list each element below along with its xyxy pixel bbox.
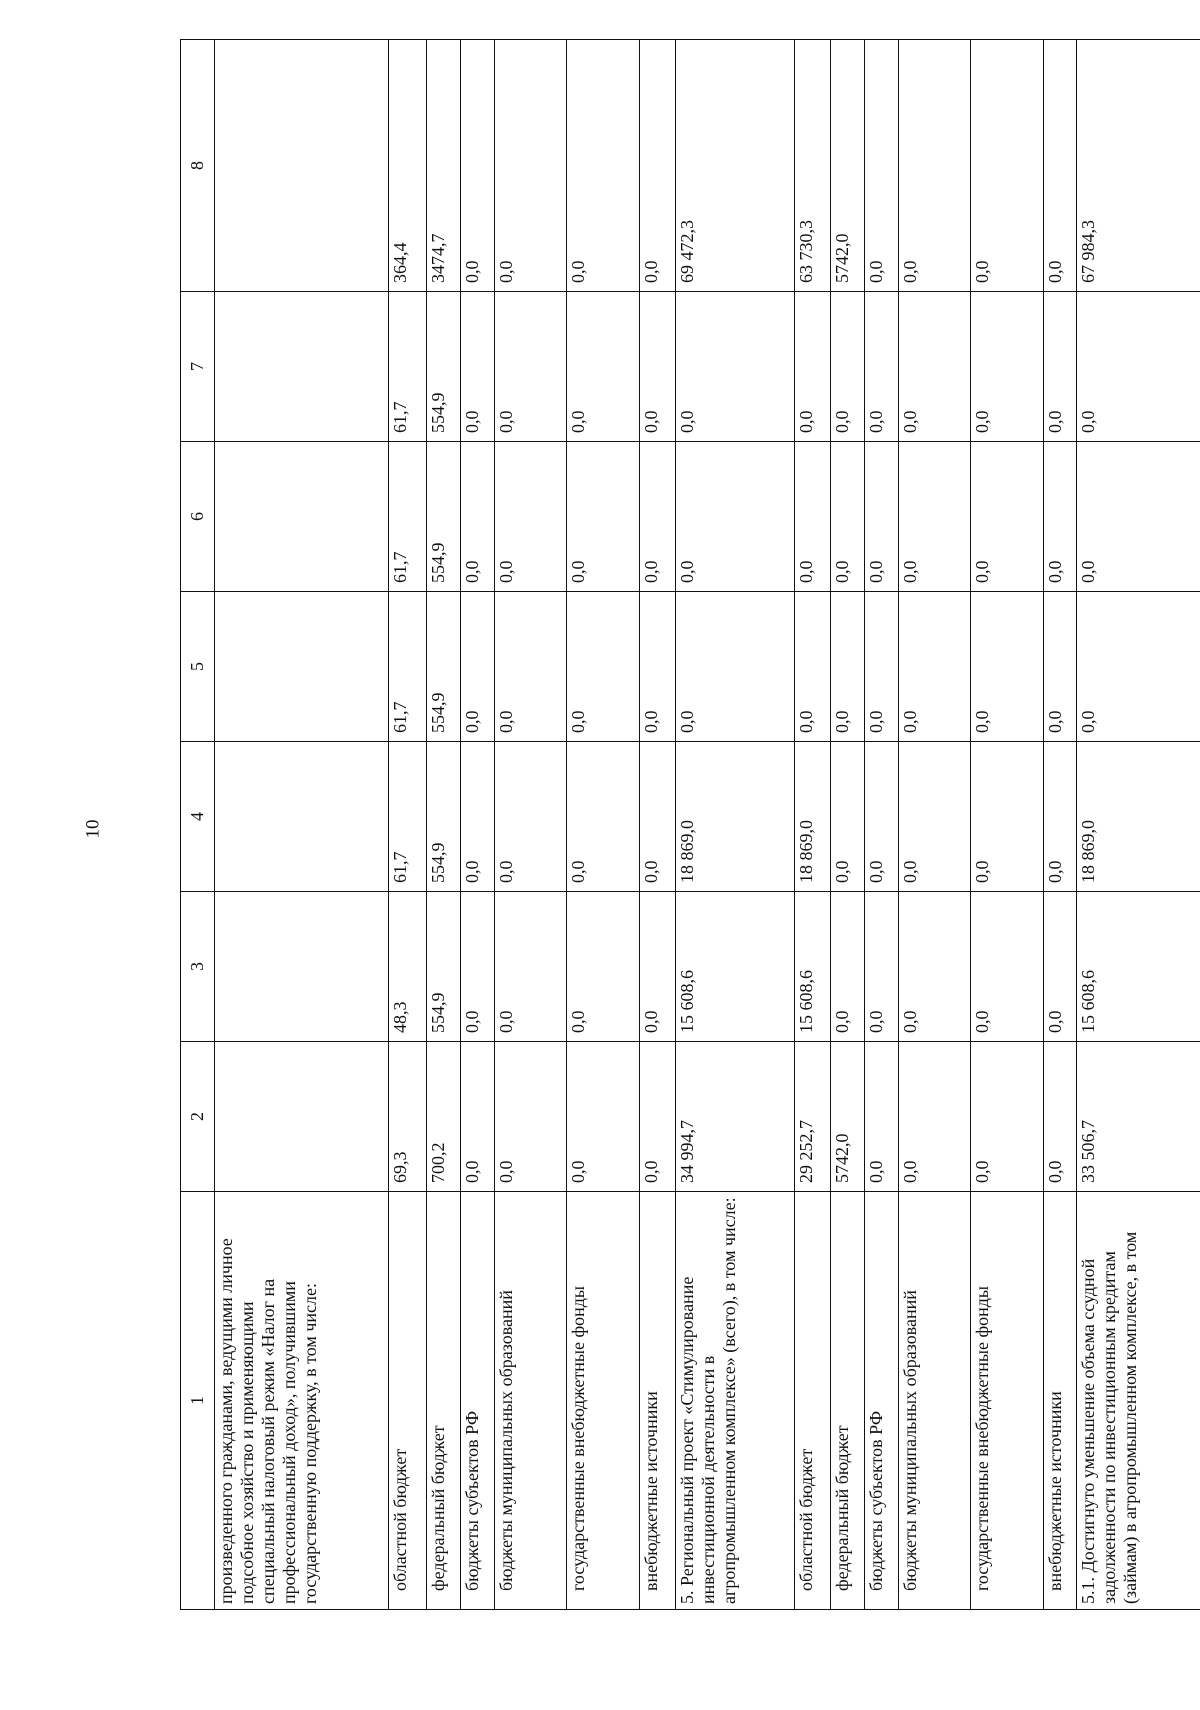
header-cell: 6: [181, 442, 215, 592]
value-cell: 554,9: [427, 592, 461, 742]
value-cell: 0,0: [494, 742, 567, 892]
table-row: [898, 40, 971, 1610]
row-label: государственные внебюджетные фонды: [567, 1192, 640, 1610]
table-wrapper: [180, 40, 1200, 1610]
value-cell: 0,0: [898, 592, 971, 742]
row-label: внебюджетные источники: [1043, 1192, 1077, 1610]
value-cell: 34 994,7: [676, 1042, 795, 1192]
value-cell: 0,0: [639, 40, 675, 292]
row-label: федеральный бюджет: [831, 1192, 865, 1610]
value-cell: 0,0: [567, 40, 640, 292]
value-cell: 0,0: [795, 442, 831, 592]
row-label: произведенного гражданами, ведущими личное подсобное хозяйство и применяющими специальный налоговый режим «Налог на профессиональный доход», получившими государственную поддержку, в том числе:: [215, 1192, 389, 1610]
row-label: федеральный бюджет: [427, 1192, 461, 1610]
value-cell: 33 506,7: [1077, 1042, 1200, 1192]
row-label: областной бюджет: [795, 1192, 831, 1610]
value-cell: 0,0: [865, 592, 899, 742]
value-cell: 0,0: [831, 292, 865, 442]
value-cell: 0,0: [971, 442, 1044, 592]
value-cell: 0,0: [865, 742, 899, 892]
value-cell: 67 984,3: [1077, 40, 1200, 292]
value-cell: 0,0: [494, 1042, 567, 1192]
value-cell: 0,0: [676, 592, 795, 742]
value-cell: 0,0: [567, 742, 640, 892]
value-cell: 0,0: [1043, 742, 1077, 892]
header-row: [181, 40, 215, 1610]
value-cell: 554,9: [427, 742, 461, 892]
value-cell: 0,0: [865, 442, 899, 592]
row-label: областной бюджет: [388, 1192, 427, 1610]
table-row: [971, 40, 1044, 1610]
value-cell: 0,0: [494, 592, 567, 742]
table-row: [427, 40, 461, 1610]
value-cell: 0,0: [795, 592, 831, 742]
value-cell: 5742,0: [831, 1042, 865, 1192]
table-row: [676, 40, 795, 1610]
row-label: 5. Региональный проект «Стимулирование инвестиционной деятельности в агропромышленном комплексе» (всего), в том числе:: [676, 1192, 795, 1610]
value-cell: [215, 592, 389, 742]
value-cell: 554,9: [427, 442, 461, 592]
value-cell: 0,0: [461, 40, 495, 292]
value-cell: 0,0: [676, 442, 795, 592]
value-cell: 0,0: [461, 742, 495, 892]
value-cell: 0,0: [1077, 442, 1200, 592]
value-cell: 69 472,3: [676, 40, 795, 292]
value-cell: [215, 1042, 389, 1192]
header-cell: 5: [181, 592, 215, 742]
value-cell: 700,2: [427, 1042, 461, 1192]
header-cell: 7: [181, 292, 215, 442]
value-cell: 0,0: [494, 892, 567, 1042]
value-cell: [215, 742, 389, 892]
header-cell: 8: [181, 40, 215, 292]
value-cell: [215, 442, 389, 592]
value-cell: 0,0: [898, 40, 971, 292]
value-cell: 29 252,7: [795, 1042, 831, 1192]
value-cell: 0,0: [831, 892, 865, 1042]
row-label: бюджеты муниципальных образований: [898, 1192, 971, 1610]
value-cell: 0,0: [971, 592, 1044, 742]
table-row: [461, 40, 495, 1610]
value-cell: 0,0: [831, 742, 865, 892]
value-cell: 0,0: [676, 292, 795, 442]
value-cell: 0,0: [1043, 292, 1077, 442]
table-row: [831, 40, 865, 1610]
value-cell: 0,0: [971, 742, 1044, 892]
value-cell: 3474,7: [427, 40, 461, 292]
header-cell: 2: [181, 1042, 215, 1192]
value-cell: 364,4: [388, 40, 427, 292]
value-cell: 0,0: [567, 592, 640, 742]
value-cell: [215, 292, 389, 442]
table-row: [1043, 40, 1077, 1610]
header-cell: 1: [181, 1192, 215, 1610]
value-cell: 0,0: [461, 892, 495, 1042]
table-row: [494, 40, 567, 1610]
value-cell: 0,0: [639, 292, 675, 442]
row-label: внебюджетные источники: [639, 1192, 675, 1610]
value-cell: 61,7: [388, 592, 427, 742]
value-cell: 0,0: [898, 442, 971, 592]
value-cell: 0,0: [898, 1042, 971, 1192]
table-row: [388, 40, 427, 1610]
value-cell: 0,0: [639, 742, 675, 892]
value-cell: 0,0: [494, 292, 567, 442]
value-cell: 0,0: [1043, 40, 1077, 292]
table-body: [215, 40, 1200, 1610]
row-label: бюджеты субъектов РФ: [865, 1192, 899, 1610]
value-cell: 0,0: [831, 442, 865, 592]
value-cell: 0,0: [971, 40, 1044, 292]
table-rotation-frame: [180, 40, 1200, 1610]
table-row: [567, 40, 640, 1610]
value-cell: 48,3: [388, 892, 427, 1042]
value-cell: 18 869,0: [795, 742, 831, 892]
value-cell: 0,0: [494, 442, 567, 592]
value-cell: 0,0: [461, 292, 495, 442]
header-cell: 4: [181, 742, 215, 892]
value-cell: 0,0: [567, 442, 640, 592]
value-cell: 0,0: [1043, 1042, 1077, 1192]
value-cell: 0,0: [567, 892, 640, 1042]
value-cell: 0,0: [865, 292, 899, 442]
value-cell: 0,0: [898, 292, 971, 442]
value-cell: 5742,0: [831, 40, 865, 292]
value-cell: [215, 892, 389, 1042]
value-cell: 0,0: [1077, 592, 1200, 742]
table-row: [865, 40, 899, 1610]
value-cell: 0,0: [639, 592, 675, 742]
row-label: бюджеты муниципальных образований: [494, 1192, 567, 1610]
value-cell: 0,0: [795, 292, 831, 442]
value-cell: 0,0: [865, 1042, 899, 1192]
page-number: 10: [82, 819, 104, 839]
value-cell: 0,0: [865, 892, 899, 1042]
value-cell: 18 869,0: [1077, 742, 1200, 892]
value-cell: [215, 40, 389, 292]
value-cell: 0,0: [567, 1042, 640, 1192]
value-cell: 0,0: [1077, 292, 1200, 442]
value-cell: 15 608,6: [676, 892, 795, 1042]
value-cell: 0,0: [971, 292, 1044, 442]
value-cell: 554,9: [427, 892, 461, 1042]
value-cell: 0,0: [1043, 592, 1077, 742]
budget-table: [180, 39, 1200, 1610]
value-cell: 0,0: [639, 892, 675, 1042]
value-cell: 0,0: [971, 892, 1044, 1042]
row-label: 5.1. Достигнуто уменьшение объема ссудной задолженности по инвестиционным кредитам (займам) в агропромышленном комплексе, в том: [1077, 1192, 1200, 1610]
value-cell: 63 730,3: [795, 40, 831, 292]
value-cell: 61,7: [388, 442, 427, 592]
table-row: [1077, 40, 1200, 1610]
value-cell: 0,0: [639, 442, 675, 592]
row-label: бюджеты субъектов РФ: [461, 1192, 495, 1610]
row-label: государственные внебюджетные фонды: [971, 1192, 1044, 1610]
header-cell: 3: [181, 892, 215, 1042]
value-cell: 15 608,6: [795, 892, 831, 1042]
value-cell: 0,0: [1043, 892, 1077, 1042]
value-cell: 0,0: [1043, 442, 1077, 592]
value-cell: 18 869,0: [676, 742, 795, 892]
value-cell: 0,0: [461, 442, 495, 592]
value-cell: 554,9: [427, 292, 461, 442]
value-cell: 0,0: [567, 292, 640, 442]
table-row: [639, 40, 675, 1610]
value-cell: 0,0: [898, 892, 971, 1042]
value-cell: 0,0: [494, 40, 567, 292]
value-cell: 0,0: [461, 592, 495, 742]
table-row: [795, 40, 831, 1610]
value-cell: 0,0: [898, 742, 971, 892]
value-cell: 0,0: [831, 592, 865, 742]
value-cell: 0,0: [865, 40, 899, 292]
value-cell: 0,0: [639, 1042, 675, 1192]
table-row: [215, 40, 389, 1610]
value-cell: 0,0: [461, 1042, 495, 1192]
value-cell: 15 608,6: [1077, 892, 1200, 1042]
value-cell: 69,3: [388, 1042, 427, 1192]
value-cell: 61,7: [388, 292, 427, 442]
value-cell: 61,7: [388, 742, 427, 892]
value-cell: 0,0: [971, 1042, 1044, 1192]
